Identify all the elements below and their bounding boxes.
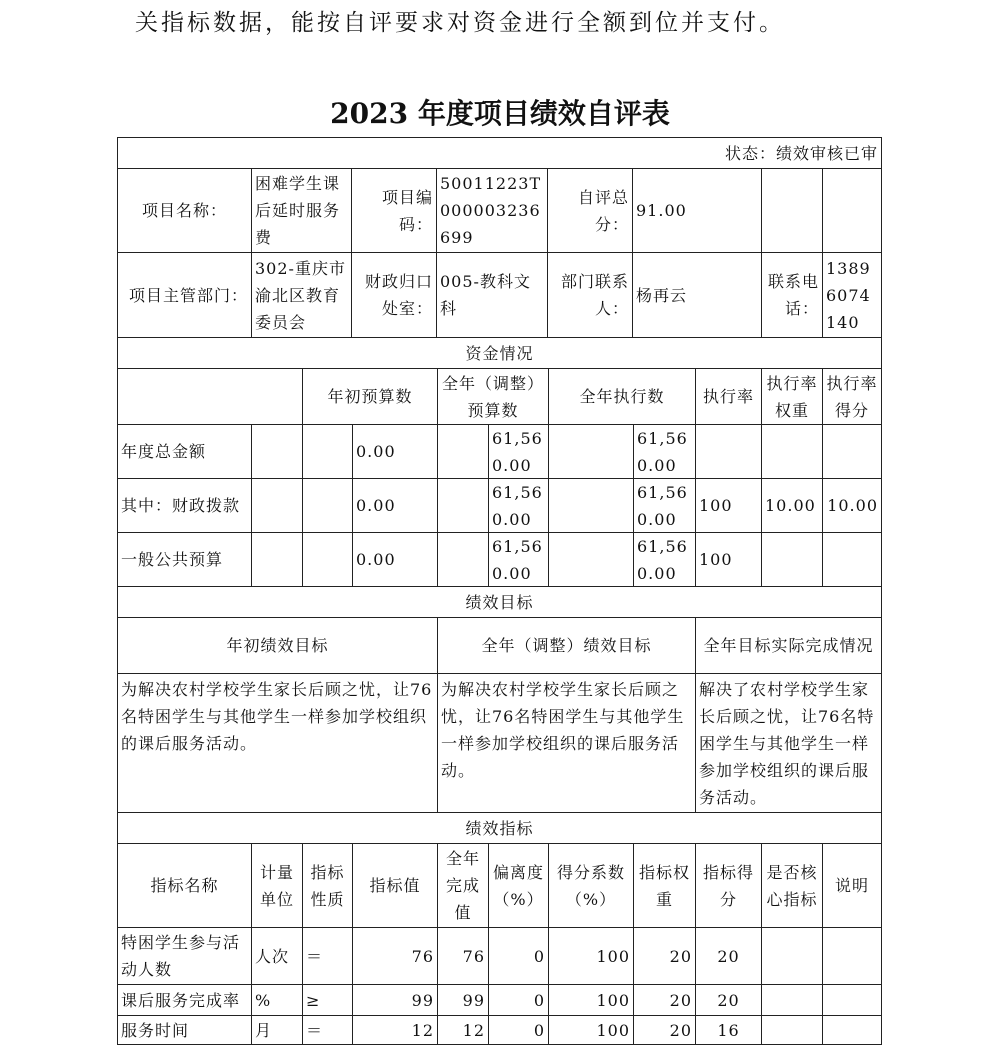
funds-adjusted: 61,560.00	[488, 532, 549, 587]
funds-rate: 100	[695, 478, 762, 533]
indicator-weight: 20	[633, 984, 696, 1016]
funds-section-title: 资金情况	[117, 337, 882, 369]
empty-cell	[251, 424, 303, 479]
funds-initial: 0.00	[352, 532, 438, 587]
indicator-weight: 20	[633, 927, 696, 985]
funds-row-label: 一般公共预算	[117, 532, 252, 587]
indicator-weight: 20	[633, 1015, 696, 1045]
indicator-nature: ＝	[302, 927, 353, 985]
indicator-score: 20	[695, 984, 762, 1016]
funds-row-label: 其中：财政拨款	[117, 478, 252, 533]
funds-header-score: 执行率得分	[822, 368, 882, 425]
indicator-deviation: 0	[488, 927, 549, 985]
empty-cell	[437, 478, 489, 533]
project-code-label: 项目编码：	[351, 168, 437, 253]
empty-cell	[437, 424, 489, 479]
empty-cell	[302, 478, 353, 533]
indicator-score: 20	[695, 927, 762, 985]
goal-adjusted: 为解决农村学校学生家长后顾之忧，让76名特困学生与其他学生一样参加学校组织的课后服务活动。	[437, 673, 696, 813]
ind-header-score: 指标得分	[695, 843, 762, 928]
empty-cell	[302, 424, 353, 479]
funds-adjusted: 61,560.00	[488, 424, 549, 479]
empty-cell	[437, 532, 489, 587]
office-label: 财政归口处室：	[351, 252, 437, 338]
intro-line: 关指标数据，能按自评要求对资金进行全额到位并支付。	[135, 10, 785, 36]
funds-rate: 100	[695, 532, 762, 587]
indicator-coef: 100	[548, 927, 634, 985]
indicator-core	[761, 927, 823, 985]
indicator-score: 16	[695, 1015, 762, 1045]
ind-header-coef: 得分系数（%）	[548, 843, 634, 928]
ind-header-note: 说明	[822, 843, 882, 928]
ind-header-target: 指标值	[352, 843, 438, 928]
funds-row-label: 年度总金额	[117, 424, 252, 479]
funds-header-weight: 执行率权重	[761, 368, 823, 425]
goals-section-title: 绩效目标	[117, 586, 882, 618]
status-text: 状态：绩效审核已审	[117, 137, 882, 169]
contact: 杨再云	[632, 252, 762, 338]
funds-header-rate: 执行率	[695, 368, 762, 425]
funds-score	[822, 532, 882, 587]
indicator-target: 76	[352, 927, 438, 985]
indicators-section-title: 绩效指标	[117, 812, 882, 844]
ind-header-nature: 指标性质	[302, 843, 353, 928]
indicator-name: 课后服务完成率	[117, 984, 252, 1016]
ind-header-core: 是否核心指标	[761, 843, 823, 928]
indicator-note	[822, 927, 882, 985]
empty-cell	[761, 168, 823, 253]
funds-score	[822, 424, 882, 479]
indicator-actual: 76	[437, 927, 489, 985]
indicator-deviation: 0	[488, 1015, 549, 1045]
indicator-nature: ＝	[302, 1015, 353, 1045]
project-code: 50011223T000003236699	[436, 168, 548, 253]
indicator-actual: 12	[437, 1015, 489, 1045]
goal-initial: 为解决农村学校学生家长后顾之忧，让76名特困学生与其他学生一样参加学校组织的课后服务活动。	[117, 673, 438, 813]
goals-header-actual: 全年目标实际完成情况	[695, 617, 882, 674]
indicator-coef: 100	[548, 984, 634, 1016]
project-name: 困难学生课后延时服务费	[251, 168, 352, 253]
indicator-name: 服务时间	[117, 1015, 252, 1045]
indicator-name: 特困学生参与活动人数	[117, 927, 252, 985]
ind-header-weight: 指标权重	[633, 843, 696, 928]
funds-weight	[761, 532, 823, 587]
indicator-core	[761, 1015, 823, 1045]
funds-score: 10.00	[822, 478, 882, 533]
funds-initial: 0.00	[352, 424, 438, 479]
ind-header-unit: 计量单位	[251, 843, 303, 928]
goals-header-adjusted: 全年（调整）绩效目标	[437, 617, 696, 674]
empty-cell	[548, 424, 634, 479]
funds-header-adjusted: 全年（调整）预算数	[437, 368, 549, 425]
indicator-core	[761, 984, 823, 1016]
funds-executed: 61,560.00	[633, 478, 696, 533]
indicator-deviation: 0	[488, 984, 549, 1016]
indicator-target: 99	[352, 984, 438, 1016]
funds-adjusted: 61,560.00	[488, 478, 549, 533]
indicator-unit: 月	[251, 1015, 303, 1045]
page-title: 2023 年度项目绩效自评表	[330, 97, 670, 130]
indicator-unit: 人次	[251, 927, 303, 985]
empty-cell	[548, 478, 634, 533]
indicator-target: 12	[352, 1015, 438, 1045]
empty-cell	[548, 532, 634, 587]
indicator-actual: 99	[437, 984, 489, 1016]
dept: 302-重庆市渝北区教育委员会	[251, 252, 352, 338]
indicator-coef: 100	[548, 1015, 634, 1045]
funds-executed: 61,560.00	[633, 532, 696, 587]
funds-weight: 10.00	[761, 478, 823, 533]
evaluation-table	[117, 137, 882, 1049]
phone-label: 联系电话：	[761, 252, 823, 338]
indicator-note	[822, 1015, 882, 1045]
funds-initial: 0.00	[352, 478, 438, 533]
empty-cell	[117, 368, 303, 425]
project-name-label: 项目名称：	[117, 168, 252, 253]
indicator-nature: ≥	[302, 984, 353, 1016]
indicator-unit: %	[251, 984, 303, 1016]
dept-label: 项目主管部门：	[117, 252, 252, 338]
phone: 13896074140	[822, 252, 882, 338]
ind-header-actual: 全年完成值	[437, 843, 489, 928]
funds-weight	[761, 424, 823, 479]
funds-rate	[695, 424, 762, 479]
funds-header-executed: 全年执行数	[548, 368, 696, 425]
ind-header-deviation: 偏离度（%）	[488, 843, 549, 928]
contact-label: 部门联系人：	[547, 252, 633, 338]
ind-header-name: 指标名称	[117, 843, 252, 928]
funds-header-initial: 年初预算数	[302, 368, 438, 425]
goals-header-initial: 年初绩效目标	[117, 617, 438, 674]
goal-actual: 解决了农村学校学生家长后顾之忧，让76名特困学生与其他学生一样参加学校组织的课后服务活动。	[695, 673, 882, 813]
funds-executed: 61,560.00	[633, 424, 696, 479]
office: 005-教科文科	[436, 252, 548, 338]
empty-cell	[302, 532, 353, 587]
empty-cell	[251, 532, 303, 587]
indicator-note	[822, 984, 882, 1016]
self-score-label: 自评总分：	[547, 168, 633, 253]
empty-cell	[822, 168, 882, 253]
self-score: 91.00	[632, 168, 762, 253]
empty-cell	[251, 478, 303, 533]
